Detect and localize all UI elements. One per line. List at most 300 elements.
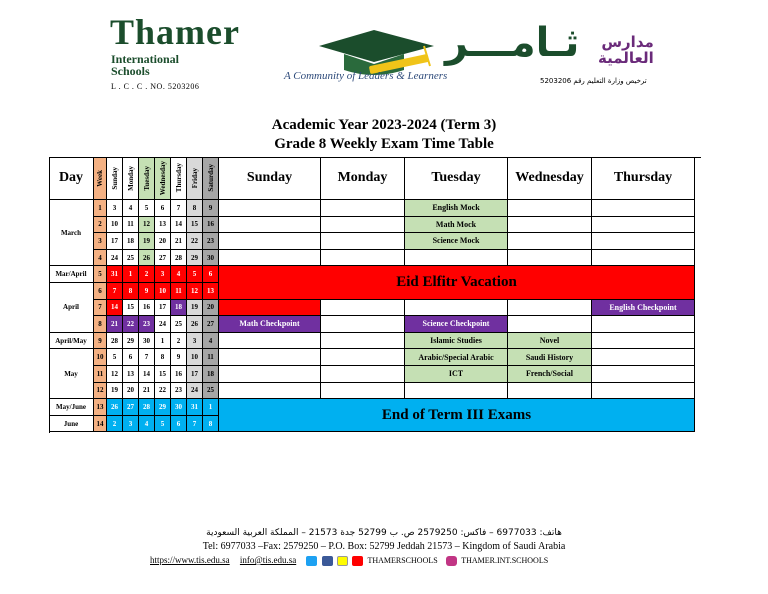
exam-cell-text: Arabic/Special Arabic [418, 352, 494, 362]
month-label-text: Mar/April [55, 270, 87, 279]
header-day-column-text: Thursday [613, 170, 673, 185]
week-number-text: 4 [98, 253, 102, 262]
date-cell [139, 266, 155, 283]
exam-cell [219, 300, 321, 317]
date-cell-text: 4 [176, 270, 181, 279]
date-cell [123, 416, 139, 433]
date-cell [187, 217, 203, 234]
date-cell [123, 366, 139, 383]
date-cell-text: 21 [175, 236, 182, 245]
exam-cell-text: Islamic Studies [430, 336, 482, 346]
header-mini-day-text: Friday [190, 167, 199, 189]
date-cell [203, 266, 219, 283]
empty-exam-cell [508, 233, 592, 250]
date-cell-text: 16 [175, 369, 182, 378]
exam-cell [405, 200, 508, 217]
month-label [49, 416, 94, 433]
week-number-text: 9 [98, 336, 102, 345]
youtube-icon[interactable] [352, 556, 363, 566]
date-cell-text: 6 [208, 270, 213, 279]
date-cell-text: 1 [128, 270, 133, 279]
empty-exam-cell [508, 250, 592, 267]
empty-exam-cell [321, 233, 405, 250]
date-cell-text: 3 [112, 203, 117, 212]
empty-exam-cell [508, 316, 592, 333]
empty-exam-cell [219, 200, 321, 217]
exam-cell [508, 349, 592, 366]
date-cell-text: 13 [127, 369, 134, 378]
date-cell-text: 3 [160, 270, 165, 279]
date-cell [187, 366, 203, 383]
exam-cell [508, 366, 592, 383]
empty-exam-cell [592, 383, 695, 400]
week-number [94, 349, 107, 366]
empty-exam-cell [592, 316, 695, 333]
date-cell-text: 25 [175, 319, 182, 328]
header-mini-day [171, 157, 187, 200]
date-cell [139, 250, 155, 267]
date-cell-text: 24 [159, 319, 166, 328]
date-cell [171, 416, 187, 433]
week-number-text: 5 [98, 270, 102, 279]
footer-links [150, 555, 554, 566]
month-label [49, 349, 94, 399]
date-cell-text: 13 [159, 220, 166, 229]
exam-cell [592, 300, 695, 317]
date-cell [155, 399, 171, 416]
month-label-text: April/May [55, 336, 87, 345]
brand-sub-international: International [111, 52, 180, 66]
exam-cell [508, 333, 592, 350]
header-day-column [508, 157, 592, 200]
date-cell [187, 399, 203, 416]
date-cell [139, 217, 155, 234]
header-mini-day [187, 157, 203, 200]
exam-cell-text: English Mock [432, 203, 480, 213]
date-cell-text: 31 [191, 402, 198, 411]
document-title: Academic Year 2023-2024 (Term 3) [271, 117, 497, 133]
date-cell-text: 27 [159, 253, 166, 262]
empty-exam-cell [405, 383, 508, 400]
header-week-text: Week [96, 169, 104, 187]
date-cell [139, 316, 155, 333]
week-number-text: 14 [96, 419, 104, 428]
date-cell-text: 11 [175, 286, 182, 295]
date-cell [123, 266, 139, 283]
header-day [49, 157, 94, 200]
date-cell [203, 349, 219, 366]
date-cell-text: 18 [207, 369, 214, 378]
date-cell-text: 29 [191, 253, 198, 262]
date-cell [171, 383, 187, 400]
banner-blue-text: End of Term III Exams [381, 406, 532, 423]
date-cell [203, 300, 219, 317]
date-cell [171, 266, 187, 283]
date-cell [107, 250, 123, 267]
empty-exam-cell [405, 300, 508, 317]
date-cell [187, 333, 203, 350]
date-cell-text: 5 [160, 419, 165, 428]
exam-cell [405, 217, 508, 234]
week-number [94, 266, 107, 283]
date-cell [155, 349, 171, 366]
arabic-brand: ثـامـــر [445, 20, 580, 66]
date-cell [187, 233, 203, 250]
empty-exam-cell [592, 250, 695, 267]
date-cell [107, 283, 123, 300]
week-number [94, 333, 107, 350]
date-cell-text: 15 [127, 303, 134, 312]
date-cell-text: 2 [176, 336, 181, 345]
date-cell [155, 266, 171, 283]
date-cell-text: 23 [143, 319, 150, 328]
date-cell-text: 17 [191, 369, 198, 378]
date-cell [139, 283, 155, 300]
empty-exam-cell [321, 300, 405, 317]
date-cell-text: 12 [111, 369, 118, 378]
date-cell-text: 28 [111, 336, 118, 345]
facebook-icon[interactable] [322, 556, 333, 566]
date-cell [171, 349, 187, 366]
date-cell [203, 399, 219, 416]
date-cell-text: 7 [192, 419, 197, 428]
week-number [94, 399, 107, 416]
date-cell [107, 366, 123, 383]
date-cell [171, 283, 187, 300]
footer-arabic-contact: هاتف: 6977033 – فاكس: 2579250 ص. ب 52799 جدة 21573 – المملكة العربية السعودية [206, 528, 562, 538]
empty-exam-cell [592, 366, 695, 383]
date-cell-text: 11 [207, 353, 214, 362]
date-cell-text: 26 [143, 253, 150, 262]
empty-exam-cell [321, 200, 405, 217]
date-cell-text: 3 [192, 336, 197, 345]
empty-exam-cell [508, 217, 592, 234]
date-cell [155, 250, 171, 267]
week-number-text: 11 [96, 369, 104, 378]
date-cell [155, 300, 171, 317]
date-cell [171, 217, 187, 234]
date-cell [203, 316, 219, 333]
date-cell-text: 5 [144, 203, 149, 212]
month-label-text: March [60, 228, 82, 237]
date-cell [203, 416, 219, 433]
header-day-column [405, 157, 508, 200]
date-cell-text: 9 [208, 203, 213, 212]
month-label-text: May [64, 369, 78, 378]
header-day-column-text: Monday [337, 170, 388, 185]
header-mini-day-text: Saturday [206, 164, 215, 192]
header-mini-day [107, 157, 123, 200]
date-cell-text: 6 [128, 353, 133, 362]
header-week [94, 157, 107, 200]
table-left-border [49, 157, 50, 433]
date-cell-text: 9 [144, 286, 149, 295]
date-cell-text: 10 [191, 353, 198, 362]
date-cell-text: 25 [127, 253, 134, 262]
date-cell-text: 15 [191, 220, 198, 229]
date-cell [187, 200, 203, 217]
month-label [49, 399, 94, 416]
header-day-column [219, 157, 321, 200]
empty-exam-cell [321, 217, 405, 234]
week-number [94, 416, 107, 433]
date-cell-text: 1 [208, 402, 213, 411]
date-cell-text: 22 [191, 236, 198, 245]
month-label [49, 266, 94, 283]
date-cell [123, 349, 139, 366]
date-cell-text: 28 [143, 402, 150, 411]
license-number: L . C . C . NO. 5203206 [111, 82, 200, 91]
month-label [49, 200, 94, 266]
empty-exam-cell [219, 349, 321, 366]
exam-cell-text: French/Social [526, 369, 573, 379]
date-cell-text: 22 [127, 319, 134, 328]
exam-cell-text: Math Checkpoint [239, 319, 300, 329]
date-cell-text: 20 [207, 303, 214, 312]
exam-cell-text: Saudi History [525, 352, 574, 362]
date-cell [155, 416, 171, 433]
date-cell [155, 316, 171, 333]
month-label-text: April [63, 303, 79, 312]
date-cell-text: 20 [127, 386, 134, 395]
date-cell-text: 14 [175, 220, 182, 229]
date-cell [203, 383, 219, 400]
snapchat-icon[interactable] [337, 556, 348, 566]
header-mini-day-text: Wednesday [158, 160, 167, 196]
date-cell-text: 27 [127, 402, 134, 411]
date-cell [155, 233, 171, 250]
date-cell [123, 250, 139, 267]
empty-exam-cell [219, 333, 321, 350]
empty-exam-cell [321, 333, 405, 350]
date-cell [123, 316, 139, 333]
date-cell-text: 12 [143, 220, 150, 229]
header-mini-day [123, 157, 139, 200]
date-cell-text: 5 [192, 270, 197, 279]
date-cell [107, 349, 123, 366]
date-cell [187, 416, 203, 433]
exam-cell-text: ICT [448, 369, 464, 379]
date-cell [123, 300, 139, 317]
document-subtitle: Grade 8 Weekly Exam Time Table [274, 136, 494, 152]
date-cell [123, 217, 139, 234]
date-cell-text: 30 [175, 402, 182, 411]
date-cell-text: 30 [143, 336, 150, 345]
exam-cell-text: English Checkpoint [609, 302, 677, 312]
date-cell [203, 283, 219, 300]
month-label-text: May/June [56, 402, 86, 411]
footer-contact: Tel: 6977033 –Fax: 2579250 – P.O. Box: 52799 Jeddah 21573 – Kingdom of Saudi Arabia [202, 541, 566, 552]
date-cell-text: 22 [159, 386, 166, 395]
brand-sub-schools: Schools [111, 64, 150, 78]
arabic-school-label [598, 34, 654, 66]
header-day-column-text: Tuesday [431, 170, 481, 185]
date-cell-text: 24 [191, 386, 198, 395]
exam-cell [405, 349, 508, 366]
header-day-text: Day [58, 170, 84, 185]
date-cell-text: 25 [207, 386, 214, 395]
week-number [94, 366, 107, 383]
empty-exam-cell [321, 250, 405, 267]
date-cell-text: 1 [160, 336, 165, 345]
date-cell-text: 12 [191, 286, 198, 295]
month-label [49, 333, 94, 350]
date-cell-text: 17 [159, 303, 166, 312]
date-cell-text: 19 [191, 303, 198, 312]
table-top-border [49, 157, 701, 158]
date-cell [139, 300, 155, 317]
date-cell [139, 233, 155, 250]
date-cell [139, 399, 155, 416]
date-cell-text: 24 [111, 253, 118, 262]
date-cell [203, 250, 219, 267]
week-number [94, 233, 107, 250]
week-number-text: 10 [96, 353, 104, 362]
header-mini-day-text: Thursday [174, 163, 183, 193]
twitter-icon[interactable] [306, 556, 317, 566]
header-mini-day-text: Monday [126, 165, 135, 191]
date-cell [107, 416, 123, 433]
date-cell [107, 217, 123, 234]
date-cell-text: 23 [207, 236, 214, 245]
date-cell [107, 399, 123, 416]
exam-cell [219, 316, 321, 333]
date-cell [139, 349, 155, 366]
date-cell [171, 366, 187, 383]
month-label [49, 283, 94, 333]
date-cell [123, 283, 139, 300]
date-cell-text: 7 [176, 203, 181, 212]
week-number [94, 217, 107, 234]
empty-exam-cell [219, 250, 321, 267]
empty-exam-cell [592, 200, 695, 217]
date-cell [187, 383, 203, 400]
instagram-icon[interactable] [446, 556, 457, 566]
date-cell-text: 4 [208, 336, 213, 345]
date-cell [123, 233, 139, 250]
empty-exam-cell [405, 250, 508, 267]
date-cell [203, 333, 219, 350]
date-cell-text: 18 [127, 236, 134, 245]
date-cell [123, 383, 139, 400]
date-cell-text: 11 [127, 220, 134, 229]
date-cell [123, 200, 139, 217]
date-cell-text: 20 [159, 236, 166, 245]
date-cell-text: 10 [159, 286, 166, 295]
date-cell-text: 21 [111, 319, 118, 328]
week-number [94, 283, 107, 300]
date-cell [187, 266, 203, 283]
date-cell [139, 200, 155, 217]
date-cell [139, 383, 155, 400]
date-cell-text: 29 [127, 336, 134, 345]
empty-exam-cell [219, 383, 321, 400]
header-day-column-text: Wednesday [515, 170, 584, 185]
arabic-school-line1: مدارس [601, 33, 654, 51]
date-cell-text: 7 [112, 286, 117, 295]
date-cell-text: 16 [143, 303, 150, 312]
brand-subtitle [111, 53, 179, 77]
banner-blue [219, 399, 695, 432]
empty-exam-cell [508, 383, 592, 400]
date-cell-text: 19 [111, 386, 118, 395]
date-cell [187, 349, 203, 366]
date-cell [123, 399, 139, 416]
empty-exam-cell [219, 366, 321, 383]
date-cell-text: 2 [112, 419, 117, 428]
empty-exam-cell [219, 233, 321, 250]
date-cell [155, 383, 171, 400]
date-cell [107, 266, 123, 283]
date-cell-text: 28 [175, 253, 182, 262]
date-cell-text: 3 [128, 419, 133, 428]
date-cell-text: 8 [128, 286, 133, 295]
date-cell-text: 2 [144, 270, 149, 279]
social-handle-schools: THAMERSCHOOLS [367, 556, 438, 566]
week-number [94, 250, 107, 267]
date-cell [139, 416, 155, 433]
date-cell [171, 316, 187, 333]
empty-exam-cell [321, 316, 405, 333]
email-link[interactable]: info@tis.edu.sa [239, 555, 297, 565]
banner-red-text: Eid Elfitr Vacation [396, 273, 517, 290]
date-cell-text: 5 [112, 353, 117, 362]
date-cell-text: 31 [111, 270, 118, 279]
header-day-column [592, 157, 695, 200]
date-cell-text: 9 [176, 353, 181, 362]
date-cell-text: 6 [176, 419, 181, 428]
date-cell [187, 250, 203, 267]
date-cell [155, 217, 171, 234]
arabic-license: ترخيص وزارة التعليم رقم 5203206 [540, 77, 647, 85]
empty-exam-cell [592, 349, 695, 366]
date-cell-text: 26 [111, 402, 118, 411]
week-number-text: 2 [98, 220, 102, 229]
date-cell-text: 19 [143, 236, 150, 245]
header-mini-day-text: Sunday [110, 166, 119, 190]
week-number-text: 7 [98, 303, 102, 312]
date-cell-text: 16 [207, 220, 214, 229]
date-cell-text: 6 [160, 203, 165, 212]
date-cell [155, 366, 171, 383]
exam-cell-text: Science Checkpoint [422, 319, 490, 329]
date-cell-text: 15 [159, 369, 166, 378]
week-number-text: 1 [98, 203, 102, 212]
exam-cell-text: Math Mock [435, 219, 477, 229]
empty-exam-cell [508, 300, 592, 317]
exam-cell-text: Novel [539, 336, 560, 346]
website-link[interactable]: https://www.tis.edu.sa [150, 555, 230, 565]
empty-exam-cell [321, 366, 405, 383]
date-cell-text: 4 [128, 203, 133, 212]
week-number-text: 8 [98, 319, 102, 328]
date-cell-text: 13 [207, 286, 214, 295]
header-day-column [321, 157, 405, 200]
week-number [94, 316, 107, 333]
date-cell [139, 333, 155, 350]
empty-exam-cell [508, 200, 592, 217]
week-number-text: 3 [98, 236, 102, 245]
date-cell [203, 366, 219, 383]
empty-exam-cell [592, 233, 695, 250]
header-mini-day [155, 157, 171, 200]
exam-cell [405, 316, 508, 333]
date-cell [171, 200, 187, 217]
date-cell [155, 333, 171, 350]
date-cell [203, 200, 219, 217]
exam-cell [405, 233, 508, 250]
empty-exam-cell [321, 383, 405, 400]
